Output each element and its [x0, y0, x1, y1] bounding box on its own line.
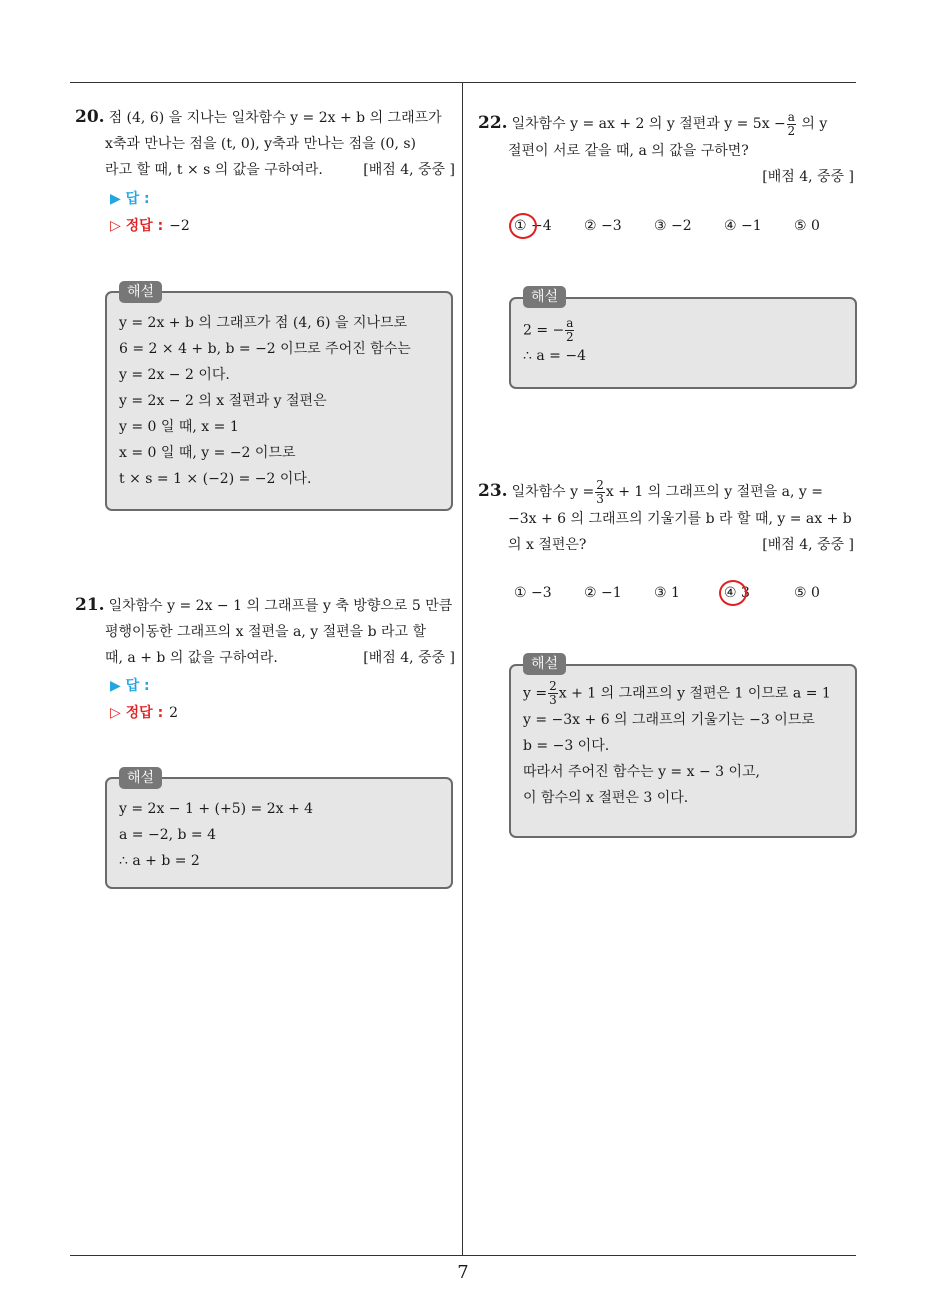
solution-tag: 해설: [523, 653, 566, 675]
choice-2[interactable]: ② −3: [584, 218, 622, 234]
solution-box: y = 2x − 1 + (+5) = 2x + 4 a = −2, b = 4 ∴ a + b = 2: [105, 777, 453, 889]
choice-3[interactable]: ③ −2: [654, 218, 692, 234]
fraction: $\frac{a}{2}$: [787, 109, 796, 138]
solution-box: 2 = − $\frac{a}{2}$ ∴ a = −4: [509, 297, 857, 389]
correct-answer-value: −2: [169, 218, 190, 234]
problem-23-line-1: 23. 일차함수 y = $\frac{2}{3}$ x + 1 의 그래프의 y 절편을 a, y =: [478, 477, 823, 506]
solution-box: y = $\frac{2}{3}$ x + 1 의 그래프의 y 절편은 1 이므로 a = 1 y = −3x + 6 의 그래프의 기울기는 −3 이므로 b = −3 이다. 따라서 주어진 함수는 y = x − 3 이고, 이 함수의 x 절편은 3 이다.: [509, 664, 857, 838]
choices-22: [514, 218, 864, 234]
solution-tag: 해설: [523, 286, 566, 308]
problem-number: 22.: [478, 113, 508, 133]
bottom-rule: [70, 1255, 856, 1256]
fraction: $\frac{a}{2}$: [566, 316, 574, 344]
problem-20-line-3: 라고 할 때, t × s 의 값을 구하여라. [배점 4, 중중 ]: [75, 157, 455, 183]
selected-mark: [509, 213, 537, 239]
problem-20: [75, 104, 455, 183]
choice-4[interactable]: ④ −1: [724, 218, 762, 234]
correct-answer-value: 2: [169, 705, 179, 721]
problem-23-line-3: 의 x 절편은? [배점 4, 중중 ]: [478, 532, 860, 558]
selected-mark: [719, 580, 747, 606]
choice-2[interactable]: ② −1: [584, 585, 622, 601]
problem-22-line-2: 절편이 서로 같을 때, a 의 값을 구하면?: [508, 142, 749, 159]
page-number: 7: [457, 1262, 469, 1283]
problem-21-line-2: 평행이동한 그래프의 x 절편을 a, y 절편을 b 라고 할: [105, 624, 427, 640]
choices-23: [514, 585, 864, 601]
solution-box: y = 2x + b 의 그래프가 점 (4, 6) 을 지나므로 6 = 2 × 4 + b, b = −2 이므로 주어진 함수는 y = 2x − 2 이다. y = 2x − 2 의 x 절편과 y 절편은 y = 0 일 때, x = 1 x = 0 일 때, y = −2 이므로 t × s = 1 × (−2) = −2 이다.: [105, 291, 453, 511]
problem-number: 23.: [478, 481, 508, 501]
problem-meta: [배점 4, 중중 ]: [363, 162, 455, 178]
solution-tag: 해설: [119, 281, 162, 303]
top-rule: [70, 82, 856, 83]
problem-20-line-2: x축과 만나는 점을 (t, 0), y축과 만나는 점을 (0, s): [105, 136, 417, 152]
fraction: $\frac{2}{3}$: [596, 477, 604, 506]
problem-22-line-1: 22. 일차함수 y = ax + 2 의 y 절편과 y = 5x − $\frac{a}{2}$ 의 y: [478, 109, 828, 138]
problem-22: [478, 110, 860, 190]
problem-21-line-3: 때, a + b 의 값을 구하여라. [배점 4, 중중 ]: [75, 645, 455, 671]
problem-23: [478, 478, 860, 558]
problem-20-line-1: 20. 점 (4, 6) 을 지나는 일차함수 y = 2x + b 의 그래프가: [75, 107, 442, 127]
problem-21-line-1: 21. 일차함수 y = 2x − 1 의 그래프를 y 축 방향으로 5 만큼: [75, 595, 453, 615]
problem-meta: [배점 4, 중중 ]: [762, 168, 854, 185]
choice-5[interactable]: ⑤ 0: [794, 585, 820, 601]
column-divider: [462, 82, 463, 1256]
problem-23-line-2: −3x + 6 의 그래프의 기울기를 b 라 할 때, y = ax + b: [508, 510, 852, 527]
problem-meta: [배점 4, 중중 ]: [762, 536, 854, 553]
choice-5[interactable]: ⑤ 0: [794, 218, 820, 234]
answer-line: ▶ 답 :: [110, 191, 150, 207]
choice-1[interactable]: ① −3: [514, 585, 552, 601]
correct-answer-line: ▷ 정답 : −2: [110, 218, 190, 234]
solution-tag: 해설: [119, 767, 162, 789]
correct-answer-line: ▷ 정답 : 2: [110, 705, 179, 721]
problem-number: 20.: [75, 107, 105, 127]
answer-line: ▶ 답 :: [110, 678, 150, 694]
choice-3[interactable]: ③ 1: [654, 585, 680, 601]
fraction: $\frac{2}{3}$: [549, 679, 557, 707]
problem-meta: [배점 4, 중중 ]: [363, 650, 455, 666]
problem-21: [75, 592, 455, 671]
problem-number: 21.: [75, 595, 105, 615]
choice-1[interactable]: ① −4: [514, 218, 584, 234]
choice-4[interactable]: ④ 3: [724, 585, 794, 601]
